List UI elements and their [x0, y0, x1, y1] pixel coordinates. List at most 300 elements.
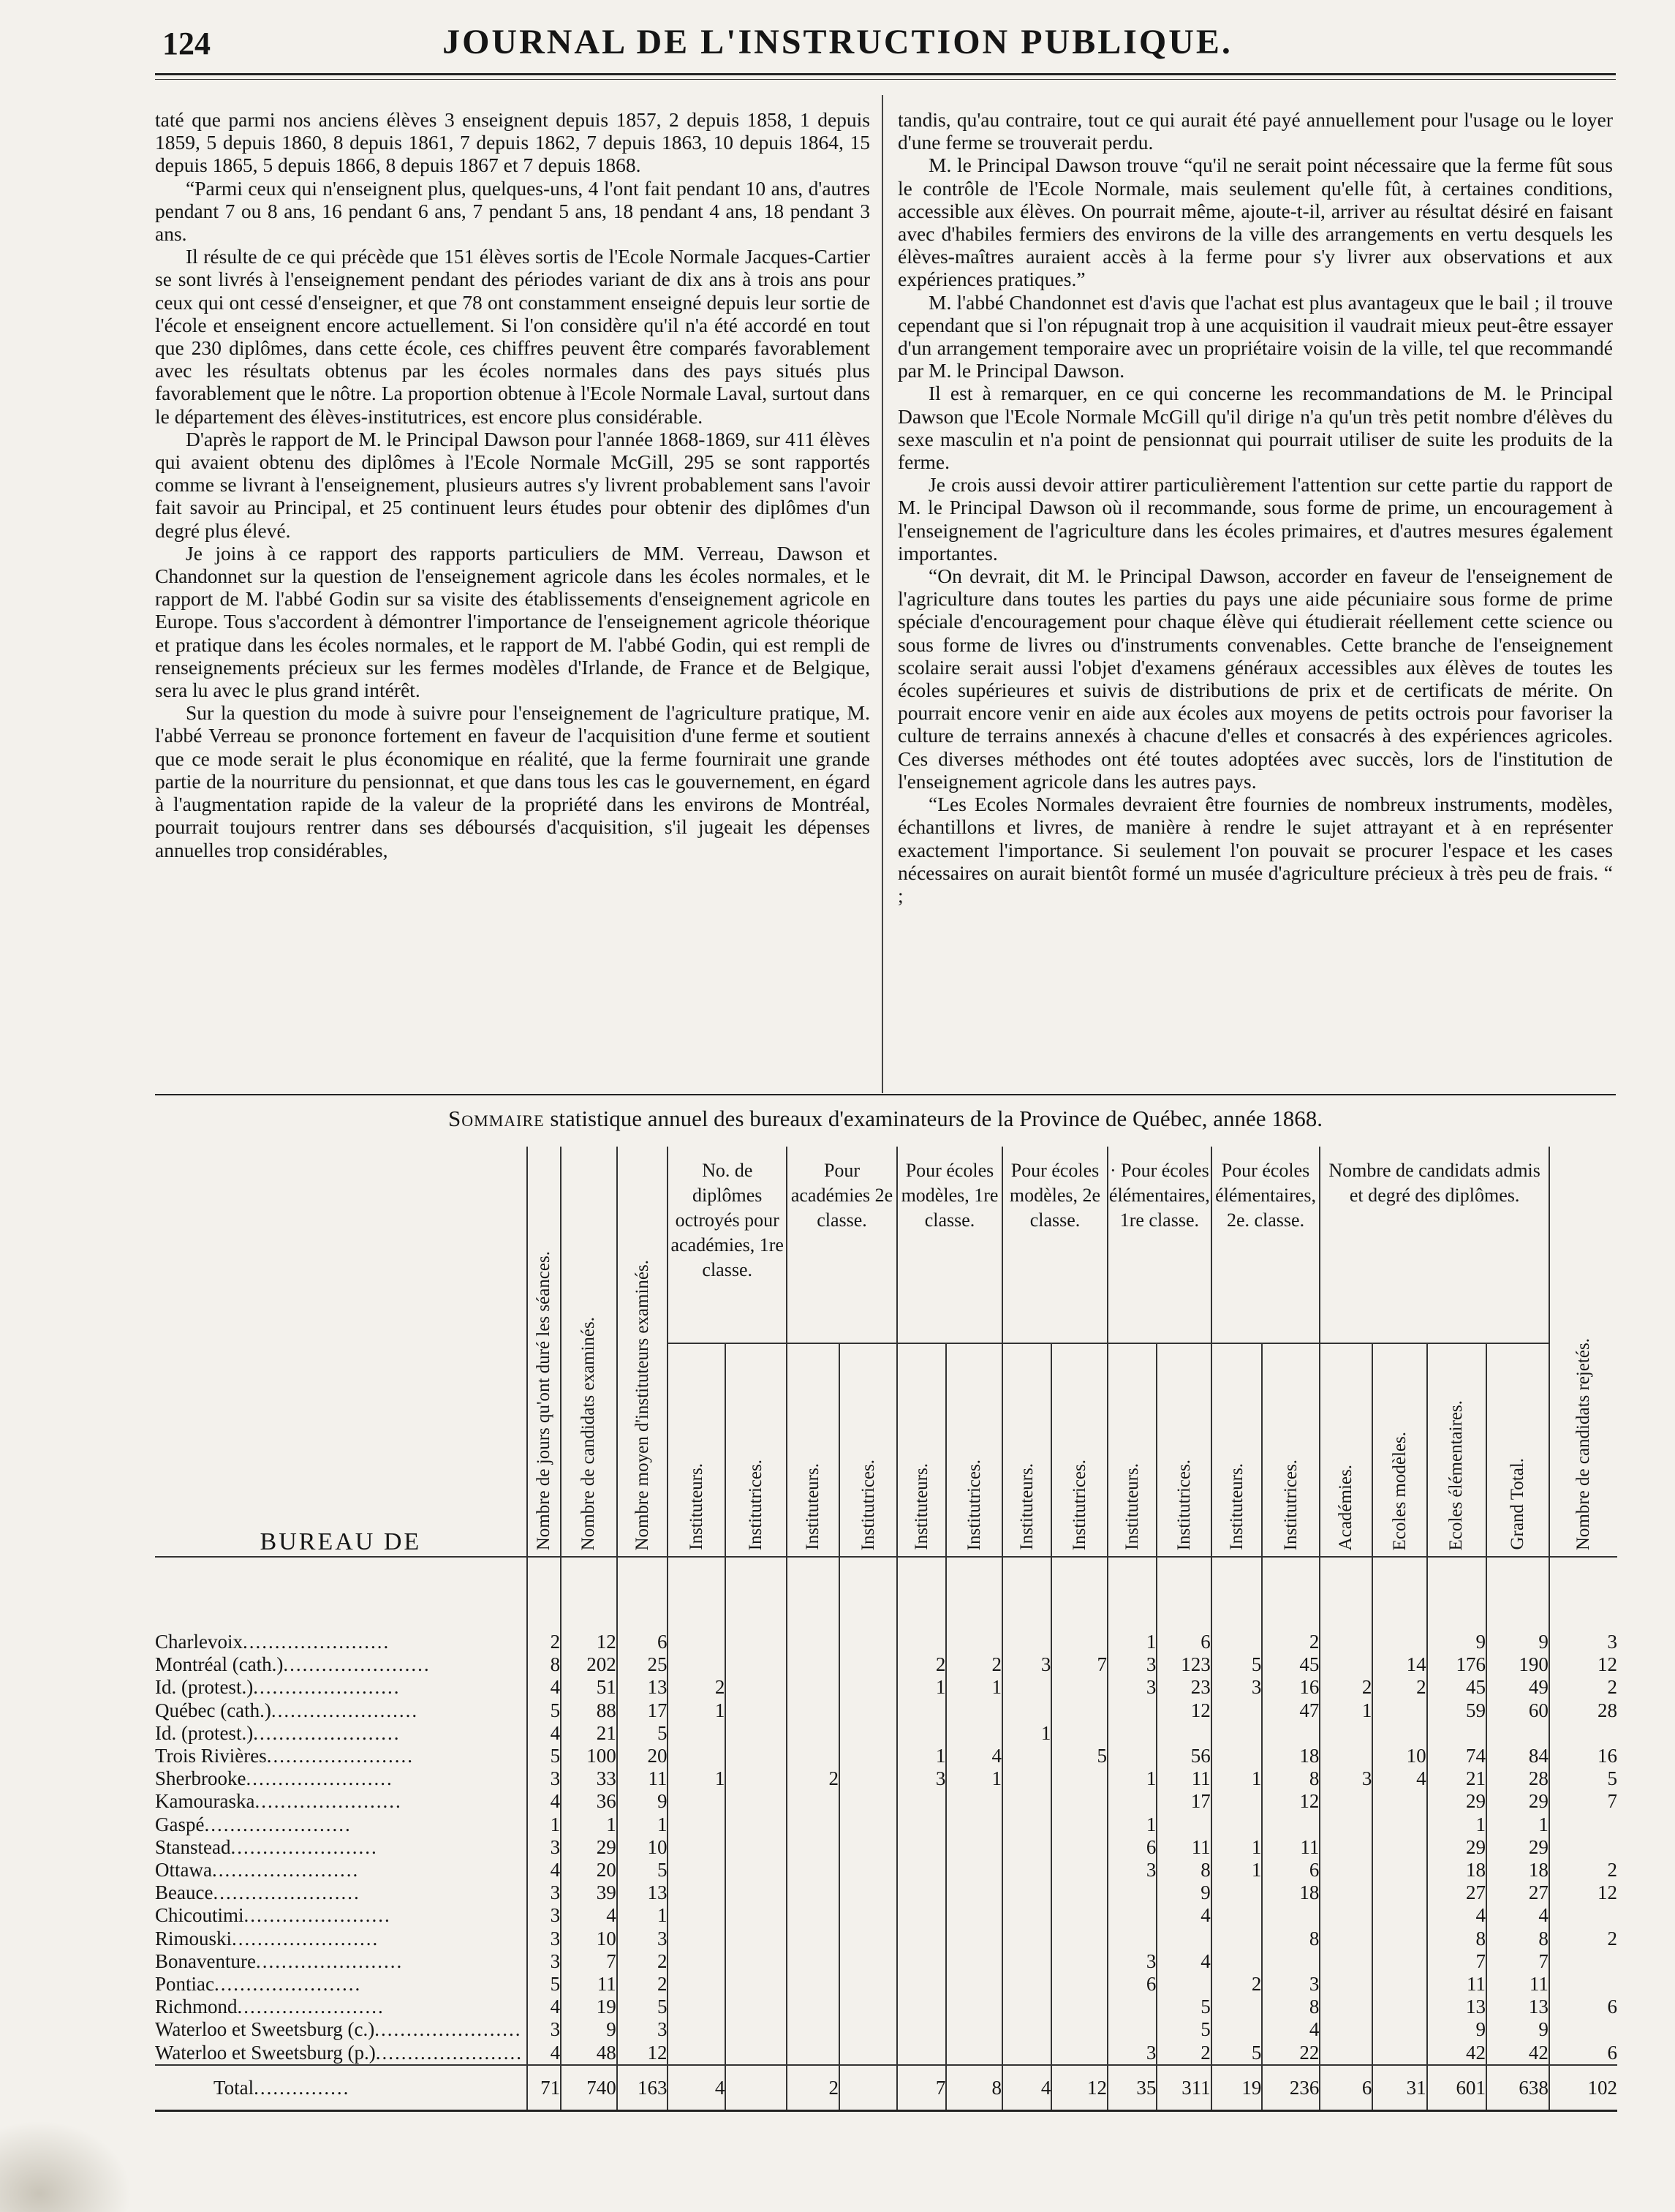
- table-cell: [839, 1973, 897, 1996]
- table-cell: [1372, 1904, 1426, 1927]
- table-cell: 33: [561, 1767, 617, 1790]
- table-cell: [1320, 1722, 1372, 1745]
- table-cell: 3: [1320, 1767, 1372, 1790]
- table-cell: [725, 1653, 787, 1676]
- table-cell: 39: [561, 1881, 617, 1904]
- table-cell: [1051, 1996, 1108, 2018]
- table-cell: [1051, 1950, 1108, 1973]
- table-cell: 3: [617, 1928, 668, 1950]
- table-cell: 2: [1211, 1973, 1263, 1996]
- paragraph: Il est à remarquer, en ce qui concerne les recommandations de M. le Principal Dawson que l'Ecole Normale McGill qu'il dirige n'a qu'un très petit nombre d'élèves du sexe masculin et n'a point de pensionnat qui pourrait utiliser de suite les produits de la ferme.: [898, 382, 1613, 474]
- table-cell: [668, 1996, 725, 2018]
- total-cell: 19: [1211, 2065, 1263, 2111]
- caption-text: statistique annuel des bureaux d'examinateurs de la Province de Québec, année 1868.: [544, 1106, 1323, 1131]
- table-cell: 2: [1549, 1676, 1617, 1699]
- table-cell: [668, 1950, 725, 1973]
- col-header-jours: Nombre de jours qu'ont duré les séances.: [527, 1147, 561, 1557]
- page-stain: [0, 2121, 132, 2212]
- table-cell: [1372, 1557, 1426, 1653]
- table-cell: 3: [1002, 1653, 1051, 1676]
- table-row: [155, 1699, 1617, 1722]
- table-row: [155, 1676, 1617, 1699]
- table-cell: [668, 2018, 725, 2041]
- table-cell: [1372, 2018, 1426, 2041]
- table-cell: 47: [1262, 1699, 1320, 1722]
- section-rule: [155, 1094, 1616, 1095]
- table-cell: [1051, 1790, 1108, 1813]
- table-cell: [787, 1745, 839, 1767]
- table-cell: 88: [561, 1699, 617, 1722]
- table-cell: [668, 1653, 725, 1676]
- table-cell: [946, 1790, 1002, 1813]
- table-row: [155, 1881, 1617, 1904]
- bureau-name: Id. (protest.).......................: [155, 1676, 401, 1699]
- total-cell: 740: [561, 2065, 617, 2111]
- table-cell: [897, 1790, 946, 1813]
- table-cell: 14: [1372, 1653, 1426, 1676]
- table-cell: 22: [1262, 2042, 1320, 2065]
- table-cell: 3: [527, 1928, 561, 1950]
- total-cell: 601: [1427, 2065, 1486, 2111]
- total-cell: 638: [1486, 2065, 1549, 2111]
- table-cell: [668, 2042, 725, 2065]
- table-cell: [1108, 1722, 1157, 1745]
- table-cell: [1372, 1699, 1426, 1722]
- paragraph: D'après le rapport de M. le Principal Dawson pour l'année 1868-1869, sur 411 élèves qui avaient obtenu des diplômes à l'Ecole Normale McGill, 295 se sont rapportés comme se livrant à l'enseignement, plusieurs autres s'y livrent probablement sans l'avoir fait savoir au Principal, et 25 continuent leurs études pour obtenir des diplômes d'un degré plus élevé.: [155, 427, 870, 542]
- table-cell: 51: [561, 1676, 617, 1699]
- table-cell: [668, 1859, 725, 1881]
- table-cell: 29: [1486, 1790, 1549, 1813]
- table-cell: 45: [1427, 1676, 1486, 1699]
- table-cell: [839, 1950, 897, 1973]
- table-cell: [1320, 2042, 1372, 2065]
- table-cell: [1211, 1928, 1263, 1950]
- table-cell: [1549, 1904, 1617, 1927]
- table-cell: 9: [561, 2018, 617, 2041]
- sub-institutrices: Institutrices.: [946, 1343, 1002, 1557]
- sub-instituteurs: Instituteurs.: [787, 1343, 839, 1557]
- table-cell: [1262, 1950, 1320, 1973]
- table-cell: 9: [1486, 2018, 1549, 2041]
- total-cell: 102: [1549, 2065, 1617, 2111]
- table-cell: [839, 1745, 897, 1767]
- total-cell: 71: [527, 2065, 561, 2111]
- header-rule: [155, 73, 1616, 75]
- table-cell: 6: [1108, 1836, 1157, 1859]
- table-cell: 18: [1427, 1859, 1486, 1881]
- total-cell: [839, 2065, 897, 2111]
- table-cell: [897, 1722, 946, 1745]
- table-cell: [787, 1676, 839, 1699]
- table-cell: [1211, 1790, 1263, 1813]
- bureau-name: Montréal (cath.).......................: [155, 1653, 431, 1676]
- table-cell: 1: [1320, 1699, 1372, 1722]
- table-cell: [1211, 1950, 1263, 1973]
- table-cell: [1211, 1745, 1263, 1767]
- total-cell: 12: [1051, 2065, 1108, 2111]
- table-cell: 3: [1549, 1557, 1617, 1653]
- total-cell: 4: [1002, 2065, 1051, 2111]
- table-cell: [787, 1653, 839, 1676]
- table-cell: 3: [527, 1767, 561, 1790]
- bureau-name: Ottawa.......................: [155, 1859, 360, 1881]
- sub-institutrices: Institutrices.: [725, 1343, 787, 1557]
- sub-institutrices: Institutrices.: [1051, 1343, 1108, 1557]
- table-cell: [1051, 1557, 1108, 1653]
- table-cell: [787, 1996, 839, 2018]
- table-cell: 3: [1211, 1676, 1263, 1699]
- table-row: [155, 1557, 1617, 1653]
- table-cell: [897, 1859, 946, 1881]
- table-cell: [787, 1973, 839, 1996]
- table-cell: [787, 1813, 839, 1836]
- table-cell: 9: [617, 1790, 668, 1813]
- table-cell: [1320, 1973, 1372, 1996]
- table-cell: 7: [1486, 1950, 1549, 1973]
- table-cell: [668, 1928, 725, 1950]
- table-cell: [897, 1904, 946, 1927]
- table-cell: [1002, 1767, 1051, 1790]
- table-cell: [1549, 1836, 1617, 1859]
- table-cell: [946, 2018, 1002, 2041]
- table-cell: [787, 1881, 839, 1904]
- table-cell: 48: [561, 2042, 617, 2065]
- total-cell: 6: [1320, 2065, 1372, 2111]
- table-cell: [839, 1996, 897, 2018]
- table-cell: 7: [1549, 1790, 1617, 1813]
- table-cell: 4: [1157, 1950, 1211, 1973]
- table-cell: 25: [617, 1653, 668, 1676]
- col-header-candidats: Nombre de candidats examinés.: [561, 1147, 617, 1557]
- table-cell: [725, 1790, 787, 1813]
- table-cell: [668, 1790, 725, 1813]
- table-cell: 3: [527, 1950, 561, 1973]
- total-cell: 311: [1157, 2065, 1211, 2111]
- table-cell: 13: [617, 1676, 668, 1699]
- table-cell: [1002, 1676, 1051, 1699]
- col-header-grand-total: Grand Total.: [1486, 1343, 1549, 1557]
- table-cell: 5: [527, 1973, 561, 1996]
- total-cell: [725, 2065, 787, 2111]
- table-row: [155, 1950, 1617, 1973]
- bureau-name: Gaspé.......................: [155, 1813, 352, 1835]
- table-cell: [1002, 1699, 1051, 1722]
- sub-institutrices: Institutrices.: [839, 1343, 897, 1557]
- total-cell: 236: [1262, 2065, 1320, 2111]
- total-cell: 31: [1372, 2065, 1426, 2111]
- table-cell: 4: [1427, 1904, 1486, 1927]
- table-cell: 2: [1549, 1859, 1617, 1881]
- table-cell: 5: [527, 1745, 561, 1767]
- table-cell: 9: [1427, 1557, 1486, 1653]
- paragraph: M. l'abbé Chandonnet est d'avis que l'achat est plus avantageux que le bail ; il trouve cependant que si l'on répugnait trop à une acquisition il vaudrait mieux peut-être essayer d'un arrangement temporaire avec un propriétaire voisin de la ville, tel que recommandé par M. le Principal Dawson.: [898, 290, 1613, 382]
- table-cell: [839, 1722, 897, 1745]
- table-cell: 21: [561, 1722, 617, 1745]
- table-cell: [839, 1790, 897, 1813]
- table-row: [155, 1790, 1617, 1813]
- table-cell: 1: [1427, 1813, 1486, 1836]
- table-cell: [725, 2018, 787, 2041]
- paragraph: Je joins à ce rapport des rapports particuliers de MM. Verreau, Dawson et Chandonnet sur la question de l'enseignement agricole dans les écoles normales, et le rapport de M. l'abbé Godin sur sa visite des établissements d'enseignement agricole en Europe. Tous s'accordent à démontrer l'importance de l'enseignement agricole théorique et pratique dans les écoles normales, et le rapport de M. l'abbé Godin, qui est rempli de renseignements précieux sur les fermes modèles d'Irlande, de France et de Belgique, sera lu avec le plus grand intérêt.: [155, 541, 870, 702]
- table-cell: [1372, 1722, 1426, 1745]
- table-cell: 20: [617, 1745, 668, 1767]
- table-cell: [1320, 1653, 1372, 1676]
- table-cell: 18: [1262, 1881, 1320, 1904]
- total-cell: 7: [897, 2065, 946, 2111]
- statistics-table: [155, 1147, 1617, 2112]
- table-cell: [1372, 1973, 1426, 1996]
- table-cell: [1002, 1557, 1051, 1653]
- table-cell: [839, 1676, 897, 1699]
- paragraph: M. le Principal Dawson trouve “qu'il ne serait point nécessaire que la ferme fût sous le contrôle de l'Ecole Normale, mais seulement qu'elle fût, à certaines conditions, accessible aux élèves. On pourrait même, ajoute-t-il, arriver au résultat désiré en faisant avec d'habiles fermiers des environs de la ville des arrangements en vertu desquels les élèves-maîtres auraient accès à la ferme pour s'y livrer aux observations et aux expériences pratiques.”: [898, 154, 1613, 291]
- group-header-modeles-2: Pour écoles modèles, 2e classe.: [1002, 1147, 1108, 1343]
- table-cell: 6: [1108, 1973, 1157, 1996]
- table-cell: 2: [668, 1676, 725, 1699]
- table-cell: [787, 1836, 839, 1859]
- table-cell: 12: [1549, 1881, 1617, 1904]
- table-cell: 21: [1427, 1767, 1486, 1790]
- table-cell: [1108, 1996, 1157, 2018]
- table-cell: [725, 1950, 787, 1973]
- table-cell: 16: [1549, 1745, 1617, 1767]
- table-cell: 4: [946, 1745, 1002, 1767]
- table-cell: [725, 1881, 787, 1904]
- table-cell: 18: [1262, 1745, 1320, 1767]
- table-cell: 5: [1157, 1996, 1211, 2018]
- total-cell: 163: [617, 2065, 668, 2111]
- table-cell: 190: [1486, 1653, 1549, 1676]
- table-cell: 42: [1486, 2042, 1549, 2065]
- table-cell: [725, 1699, 787, 1722]
- table-cell: 9: [1157, 1881, 1211, 1904]
- sub-institutrices: Institutrices.: [1157, 1343, 1211, 1557]
- col-header-moyen: Nombre moyen d'instituteurs examinés.: [617, 1147, 668, 1557]
- table-cell: [1320, 1836, 1372, 1859]
- table-cell: [668, 1745, 725, 1767]
- table-cell: [946, 1996, 1002, 2018]
- table-cell: 6: [617, 1557, 668, 1653]
- table-cell: [946, 1881, 1002, 1904]
- table-cell: [1002, 2018, 1051, 2041]
- table-cell: [1051, 1767, 1108, 1790]
- table-cell: 27: [1486, 1881, 1549, 1904]
- table-cell: [1002, 1836, 1051, 1859]
- table-cell: [1002, 1928, 1051, 1950]
- table-cell: [668, 1836, 725, 1859]
- table-cell: 9: [1427, 2018, 1486, 2041]
- table-cell: [946, 1699, 1002, 1722]
- total-cell: 4: [668, 2065, 725, 2111]
- table-cell: [946, 1859, 1002, 1881]
- group-header-elementaires-2: Pour écoles élémentaires, 2e. classe.: [1211, 1147, 1320, 1343]
- table-cell: 3: [1108, 1653, 1157, 1676]
- table-cell: 1: [561, 1813, 617, 1836]
- bureau-name: Beauce.......................: [155, 1881, 360, 1904]
- table-cell: 1: [897, 1676, 946, 1699]
- table-cell: [946, 2042, 1002, 2065]
- table-cell: 3: [1108, 2042, 1157, 2065]
- table-cell: [787, 2018, 839, 2041]
- table-cell: 3: [897, 1767, 946, 1790]
- table-cell: 12: [1262, 1790, 1320, 1813]
- table-cell: 59: [1427, 1699, 1486, 1722]
- bureau-name: Richmond.......................: [155, 1996, 385, 2018]
- paragraph: tandis, qu'au contraire, tout ce qui aurait été payé annuellement pour l'usage ou le loyer d'une ferme se trouverait perdu.: [898, 108, 1613, 154]
- table-cell: [1002, 1813, 1051, 1836]
- table-cell: [787, 2042, 839, 2065]
- table-cell: [897, 2042, 946, 2065]
- table-cell: 23: [1157, 1676, 1211, 1699]
- table-cell: [1051, 1836, 1108, 1859]
- table-cell: [725, 1813, 787, 1836]
- table-cell: 11: [1157, 1836, 1211, 1859]
- table-cell: 1: [1108, 1767, 1157, 1790]
- table-cell: 13: [617, 1881, 668, 1904]
- table-cell: 49: [1486, 1676, 1549, 1699]
- table-cell: [1549, 1813, 1617, 1836]
- table-cell: 28: [1549, 1699, 1617, 1722]
- table-cell: 27: [1427, 1881, 1486, 1904]
- table-cell: 10: [561, 1928, 617, 1950]
- table-cell: [1549, 2018, 1617, 2041]
- table-cell: [1211, 1996, 1263, 2018]
- table-cell: [1157, 1722, 1211, 1745]
- table-cell: [787, 1722, 839, 1745]
- table-row: [155, 1996, 1617, 2018]
- bureau-name: Stanstead.......................: [155, 1835, 378, 1858]
- table-cell: [946, 1813, 1002, 1836]
- sub-instituteurs: Instituteurs.: [1108, 1343, 1157, 1557]
- table-cell: 1: [1211, 1859, 1263, 1881]
- table-cell: [1051, 1973, 1108, 1996]
- table-cell: [839, 2042, 897, 2065]
- table-cell: [1320, 1790, 1372, 1813]
- sub-instituteurs: Instituteurs.: [1211, 1343, 1263, 1557]
- table-cell: [725, 1836, 787, 1859]
- table-cell: [668, 1813, 725, 1836]
- table-cell: 5: [527, 1699, 561, 1722]
- table-cell: 5: [617, 1996, 668, 2018]
- col-header-rejetes: Nombre de candidats rejetés.: [1549, 1147, 1617, 1557]
- table-cell: 18: [1486, 1859, 1549, 1881]
- table-cell: 8: [1157, 1859, 1211, 1881]
- table-cell: [1051, 2042, 1108, 2065]
- table-cell: [839, 1813, 897, 1836]
- table-cell: [1108, 1699, 1157, 1722]
- table-cell: [897, 1557, 946, 1653]
- table-cell: [1211, 1722, 1263, 1745]
- table-cell: 4: [561, 1904, 617, 1927]
- table-cell: [1320, 1996, 1372, 2018]
- table-cell: 1: [946, 1676, 1002, 1699]
- table-cell: 3: [1108, 1950, 1157, 1973]
- table-cell: [897, 1813, 946, 1836]
- left-column: [155, 108, 870, 1084]
- paragraph: “Les Ecoles Normales devraient être fournies de nombreux instruments, modèles, échantillons et livres, de manière à rendre le sujet attrayant et à en représenter exactement l'importance. Si seulement l'on pouvait se procurer l'espace et les cases nécessaires on aurait bientôt formé un musée d'agriculture précieux à très peu de frais. “ ;: [898, 793, 1613, 907]
- table-cell: [668, 1722, 725, 1745]
- bureau-name: Trois Rivières.......................: [155, 1745, 415, 1767]
- paragraph: “On devrait, dit M. le Principal Dawson, accorder en faveur de l'enseignement de l'agriculture dans toutes les parties du pays une aide pécuniaire sous forme de prime spéciale d'encouragement pour chaque élève qui étudierait réellement cette science ou sous forme de livres ou d'instruments convenables. Cette branche de l'enseignement scolaire serait aussi l'objet d'examens généraux accessibles aux élèves de toutes les écoles supérieures et suivis de distributions de prix et de certificats de mérite. On pourrait encore venir en aide aux écoles aux moyens de petits octrois pour favoriser la culture de terrains annexés à chacune d'elles et consacrés à des expériences agricoles. Ces diverses méthodes ont été toutes adoptées avec succès, lors de l'institution de l'enseignement agricole dans les autres pays.: [898, 565, 1613, 793]
- table-cell: 3: [1108, 1859, 1157, 1881]
- table-cell: [787, 1950, 839, 1973]
- table-cell: 2: [897, 1653, 946, 1676]
- table-cell: 42: [1427, 2042, 1486, 2065]
- table-cell: [1002, 1790, 1051, 1813]
- table-cell: 28: [1486, 1767, 1549, 1790]
- table-cell: 7: [1051, 1653, 1108, 1676]
- table-cell: [1108, 1928, 1157, 1950]
- table-cell: 2: [1157, 2042, 1211, 2065]
- table-cell: [1108, 1745, 1157, 1767]
- table-cell: 3: [527, 1836, 561, 1859]
- table-cell: [1372, 1859, 1426, 1881]
- table-cell: 1: [1211, 1836, 1263, 1859]
- table-cell: 5: [1549, 1767, 1617, 1790]
- table-cell: [1320, 1859, 1372, 1881]
- table-cell: [897, 1928, 946, 1950]
- table-cell: [1372, 1928, 1426, 1950]
- sub-academies: Académies.: [1320, 1343, 1372, 1557]
- table-cell: [725, 1973, 787, 1996]
- table-cell: [1157, 1973, 1211, 1996]
- table-cell: 2: [1262, 1557, 1320, 1653]
- table-cell: 1: [668, 1699, 725, 1722]
- table-cell: 8: [1486, 1928, 1549, 1950]
- table-cell: [1320, 2018, 1372, 2041]
- table-cell: [725, 1904, 787, 1927]
- table-cell: 60: [1486, 1699, 1549, 1722]
- table-cell: 3: [1262, 1973, 1320, 1996]
- table-cell: [1051, 1859, 1108, 1881]
- table-cell: 3: [527, 1881, 561, 1904]
- table-cell: [1320, 1813, 1372, 1836]
- table-cell: 6: [1549, 1996, 1617, 2018]
- table-cell: [1211, 1881, 1263, 1904]
- table-cell: [839, 2018, 897, 2041]
- table-cell: [946, 1904, 1002, 1927]
- table-cell: 3: [617, 2018, 668, 2041]
- table-cell: [1549, 1973, 1617, 1996]
- table-cell: [1051, 1904, 1108, 1927]
- bureau-name: Sherbrooke.......................: [155, 1767, 393, 1790]
- table-cell: 8: [1262, 1767, 1320, 1790]
- table-cell: 1: [668, 1767, 725, 1790]
- bureau-name: Waterloo et Sweetsburg (c.).......................: [155, 2018, 522, 2041]
- table-cell: 6: [1157, 1557, 1211, 1653]
- table-cell: [1372, 1996, 1426, 2018]
- caption-smallcaps: Sommaire: [448, 1106, 545, 1131]
- header-rule-thin: [155, 79, 1616, 80]
- table-cell: 4: [527, 1722, 561, 1745]
- table-cell: [1002, 1973, 1051, 1996]
- table-cell: [725, 1745, 787, 1767]
- table-cell: 29: [1427, 1790, 1486, 1813]
- bureau-name: Waterloo et Sweetsburg (p.).......................: [155, 2041, 523, 2064]
- table-cell: 4: [527, 2042, 561, 2065]
- table-cell: 7: [561, 1950, 617, 1973]
- table-cell: [946, 1973, 1002, 1996]
- table-cell: 8: [1262, 1996, 1320, 2018]
- table-cell: 1: [617, 1813, 668, 1836]
- table-cell: 5: [1157, 2018, 1211, 2041]
- group-header-admis: Nombre de candidats admis et degré des diplômes.: [1320, 1147, 1549, 1343]
- table-cell: 123: [1157, 1653, 1211, 1676]
- page-number: 124: [162, 26, 211, 61]
- table-cell: [1002, 1859, 1051, 1881]
- table-cell: 13: [1486, 1996, 1549, 2018]
- table-cell: 6: [1262, 1859, 1320, 1881]
- table-cell: 176: [1427, 1653, 1486, 1676]
